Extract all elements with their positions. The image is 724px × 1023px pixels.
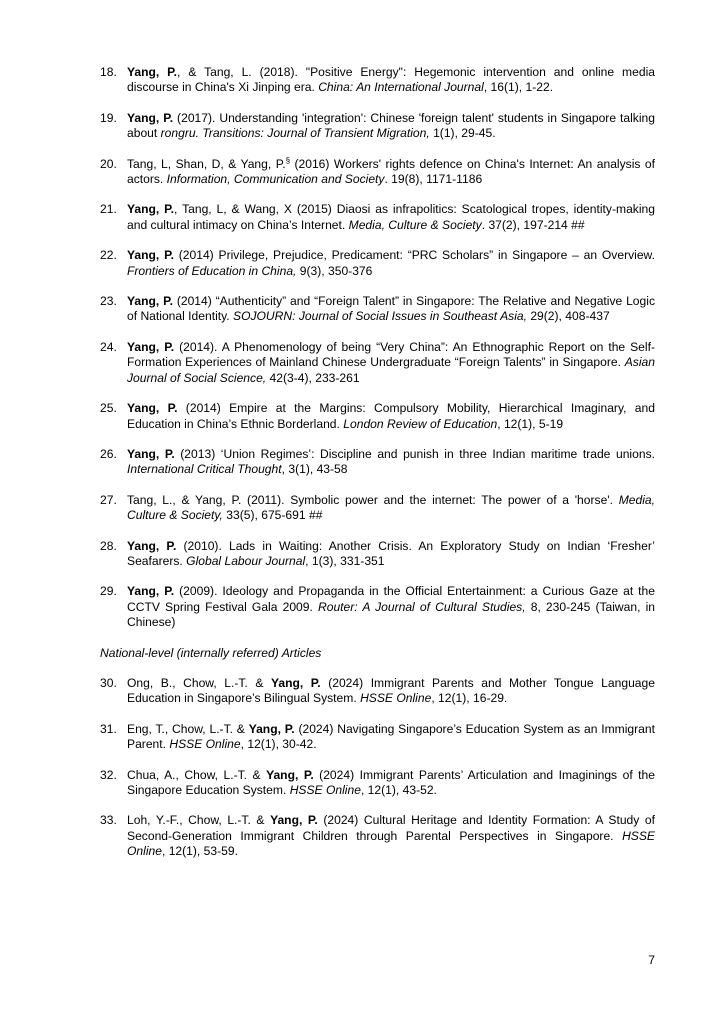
reference-text	[127, 813, 655, 859]
reference-text	[127, 722, 655, 753]
reference-item	[100, 401, 655, 432]
reference-segment: . 19(8), 1171-1186	[384, 172, 483, 187]
reference-number: 19.	[100, 110, 117, 125]
reference-number: 31.	[100, 721, 117, 736]
reference-number: 23.	[100, 294, 117, 309]
reference-segment: , 3(1), 43-58	[281, 462, 348, 477]
reference-segment: HSSE Online	[127, 828, 655, 859]
reference-segment: , Tang, L, & Wang, X (2015) Diaosi as infrapolitics: Scatological tropes, identity-making and cultural intimacy on China’s Internet.	[127, 202, 655, 232]
reference-segment: Yang, P.	[270, 813, 318, 828]
reference-segment: Yang, P.	[127, 339, 175, 354]
reference-segment: Yang, P.	[127, 202, 175, 217]
reference-segment: Chua, A., Chow, L.-T. &	[127, 767, 267, 782]
reference-segment: Yang, P.	[127, 248, 174, 263]
reference-segment: Yang, P.	[127, 294, 173, 309]
reference-segment: , 16(1), 1-22.	[483, 80, 554, 95]
reference-item	[100, 248, 655, 279]
reference-item	[100, 676, 655, 707]
page-number: 7	[648, 953, 655, 967]
reference-segment: (2024) Immigrant Parents and Mother Tongue Language Education in Singapore’s Bilingual System.	[127, 675, 655, 706]
reference-segment: Yang, P.	[266, 767, 314, 782]
reference-text	[127, 447, 655, 478]
reference-item	[100, 768, 655, 799]
reference-segment: Yang, P.	[127, 65, 178, 79]
reference-item	[100, 111, 655, 142]
reference-segment: (2014) “Authenticity” and “Foreign Talent” in Singapore: The Relative and Negative Logic of National Identity.	[127, 294, 655, 324]
reference-item	[100, 294, 655, 325]
section-heading: National-level (internally referred) Articles	[100, 645, 322, 660]
reference-text	[127, 111, 655, 142]
reference-segment: Global Labour Journal	[186, 553, 306, 568]
reference-text	[127, 768, 655, 799]
reference-segment: Tang, L, Shan, D, & Yang, P.	[127, 156, 286, 171]
reference-segment: Frontiers of Education in China,	[127, 263, 297, 278]
reference-segment: §	[285, 155, 291, 165]
reference-list-international	[100, 65, 655, 631]
reference-item	[100, 65, 655, 96]
reference-segment: (2017). Understanding 'integration': Chinese 'foreign talent' students in Singapore talking about	[127, 110, 655, 141]
reference-text	[127, 157, 655, 188]
reference-segment: (2024) Immigrant Parents’ Articulation and Imaginings of the Singapore Education System.	[127, 767, 655, 797]
reference-item	[100, 340, 655, 386]
reference-item	[100, 447, 655, 478]
reference-segment: , 12(1), 43-52.	[360, 783, 437, 797]
reference-text	[127, 584, 655, 630]
reference-segment: 1(1), 29-45.	[429, 126, 496, 141]
reference-segment: Yang, P.	[127, 110, 174, 125]
reference-segment: 9(3), 350-376	[296, 263, 373, 278]
reference-number: 22.	[100, 248, 117, 263]
reference-segment: 8, 230-245 (Taiwan, in Chinese)	[127, 599, 656, 630]
reference-number: 32.	[100, 767, 117, 782]
reference-number: 28.	[100, 538, 117, 553]
reference-segment: , 12(1), 16-29.	[431, 691, 508, 706]
reference-segment: , 1(3), 331-351	[305, 553, 385, 568]
reference-segment: Yang, P.	[127, 538, 177, 553]
reference-segment: Yang, P.	[248, 721, 295, 736]
reference-text	[127, 539, 655, 570]
reference-item	[100, 539, 655, 570]
reference-segment: (2024) Cultural Heritage and Identity Formation: A Study of Second-Generation Immigrant Children through Parental Perspectives in Singapore.	[127, 813, 655, 843]
reference-segment: 42(3-4), 233-261	[266, 370, 360, 385]
reference-segment: HSSE Online	[289, 783, 361, 797]
reference-segment: Router: A Journal of Cultural Studies,	[318, 599, 526, 614]
reference-text	[127, 401, 655, 432]
reference-number: 27.	[100, 492, 117, 507]
reference-text	[127, 493, 655, 524]
reference-segment: Yang, P.	[127, 401, 178, 416]
reference-item	[100, 202, 655, 233]
reference-segment: (2014) Privilege, Prejudice, Predicament: “PRC Scholars” in Singapore – an Overview.	[173, 248, 655, 263]
reference-number: 25.	[100, 401, 117, 416]
reference-item	[100, 584, 655, 630]
reference-number: 33.	[100, 813, 117, 828]
reference-segment: Tang, L., & Yang, P. (2011). Symbolic power and the internet: The power of a 'horse'.	[127, 492, 619, 507]
reference-segment: Eng, T., Chow, L.-T. &	[127, 721, 249, 736]
reference-segment: . 37(2), 197-214 ##	[481, 217, 585, 232]
reference-number: 18.	[100, 65, 117, 79]
reference-segment: Yang, P.	[127, 584, 175, 599]
reference-segment: HSSE Online	[169, 737, 241, 752]
reference-segment: rongru. Transitions: Journal of Transient Migration,	[160, 126, 430, 141]
reference-segment: Asian Journal of Social Science,	[127, 355, 655, 385]
reference-text	[127, 294, 655, 325]
reference-number: 29.	[100, 584, 117, 599]
reference-item	[100, 813, 655, 859]
reference-text	[127, 340, 655, 386]
reference-text	[127, 202, 655, 233]
reference-segment: (2009). Ideology and Propaganda in the Official Entertainment: a Curious Gaze at the CCTV Spring Festival Gala 2009.	[127, 584, 655, 614]
page-content	[100, 65, 655, 875]
reference-item	[100, 157, 655, 188]
reference-text	[127, 248, 655, 279]
reference-segment: Yang, P.	[127, 446, 175, 461]
reference-segment: Information, Communication and Society	[166, 172, 385, 187]
reference-text	[127, 676, 655, 707]
reference-segment: (2014) Empire at the Margins: Compulsory Mobility, Hierarchical Imaginary, and Education in China’s Ethnic Borderland.	[127, 401, 655, 431]
reference-segment: (2010). Lads in Waiting: Another Crisis. An Exploratory Study on Indian ‘Fresher’ Seafarers.	[127, 538, 655, 568]
reference-segment: International Critical Thought	[127, 462, 282, 477]
reference-number: 21.	[100, 202, 117, 217]
reference-segment: 33(5), 675-691 ##	[222, 508, 323, 523]
reference-segment: Loh, Y.-F., Chow, L.-T. &	[127, 813, 271, 828]
reference-text	[127, 65, 655, 96]
reference-list-national	[100, 676, 655, 860]
reference-item	[100, 722, 655, 753]
reference-segment: (2024) Navigating Singapore’s Education System as an Immigrant Parent.	[127, 721, 655, 752]
reference-segment: , 12(1), 30-42.	[240, 737, 317, 752]
reference-segment: 29(2), 408-437	[526, 309, 610, 324]
reference-segment: HSSE Online	[360, 691, 432, 706]
reference-item	[100, 493, 655, 524]
reference-segment: Media, Culture & Society,	[127, 492, 655, 523]
reference-segment: , & Tang, L. (2018). "Positive Energy": Hegemonic intervention and online media discourse in China's Xi Jinping era.	[127, 65, 655, 95]
reference-number: 20.	[100, 156, 117, 171]
reference-segment: Ong, B., Chow, L.-T. &	[127, 675, 271, 690]
reference-number: 26.	[100, 446, 117, 461]
reference-segment: (2016) Workers' rights defence on China's Internet: An analysis of actors.	[127, 156, 655, 187]
reference-segment: , 12(1), 53-59.	[161, 844, 238, 859]
reference-segment: (2014). A Phenomenology of being “Very China”: An Ethnographic Report on the Self-Formation Experiences of Mainland Chinese Undergraduate “Foreign Talents” in Singapore.	[127, 339, 655, 370]
reference-segment: , 12(1), 5-19	[497, 416, 564, 431]
reference-number: 30.	[100, 675, 117, 690]
reference-segment: (2013) ‘Union Regimes’: Discipline and punish in three Indian maritime trade unions.	[174, 446, 655, 461]
reference-segment: London Review of Education	[343, 416, 498, 431]
reference-segment: Media, Culture & Society	[348, 217, 482, 232]
reference-number: 24.	[100, 339, 117, 354]
reference-segment: SOJOURN: Journal of Social Issues in Southeast Asia,	[233, 309, 527, 324]
reference-segment: China: An International Journal	[318, 80, 484, 95]
reference-segment: Yang, P.	[270, 675, 321, 690]
